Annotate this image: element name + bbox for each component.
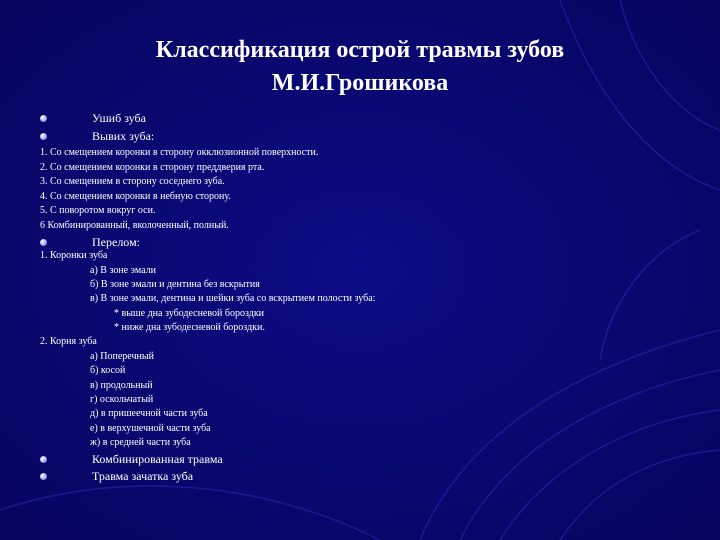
- crown-item: в) В зоне эмали, дентина и шейки зуба со вскрытием полости зуба:: [90, 293, 376, 304]
- crown-item: а) В зоне эмали: [90, 265, 156, 276]
- bullet-dislocation: Вывих зуба:: [92, 129, 155, 143]
- crown-subitem: * ниже дна зубодесневой бороздки.: [114, 322, 265, 333]
- root-item: в) продольный: [90, 380, 153, 391]
- bullet-icon: [40, 473, 47, 480]
- bullet-icon: [40, 456, 47, 463]
- slide-title-line1: Классификация острой травмы зубов: [155, 37, 565, 63]
- bullet-icon: [40, 133, 47, 140]
- bullet-combined-trauma: Комбинированная травма: [92, 452, 223, 466]
- root-item: а) Поперечный: [90, 351, 154, 362]
- crown-heading: 1. Коронки зуба: [40, 250, 108, 261]
- dislocation-item: 3. Со смещением в сторону соседнего зуба.: [40, 176, 225, 187]
- dislocation-item: 5. С поворотом вокруг оси.: [40, 205, 156, 216]
- dislocation-item: 4. Со смещением коронки в небную сторону.: [40, 191, 231, 202]
- slide-title-line2: М.И.Грошикова: [271, 70, 449, 96]
- root-item: ж) в средней части зуба: [90, 437, 191, 448]
- crown-item: б) В зоне эмали и дентина без вскрытия: [90, 279, 260, 290]
- dislocation-item: 1. Со смещением коронки в сторону окклюзионной поверхности.: [40, 147, 319, 158]
- root-item: д) в пришеечной части зуба: [90, 408, 208, 419]
- root-heading: 2. Корня зуба: [40, 336, 97, 347]
- dislocation-item: 6 Комбинированный, вколоченный, полный.: [40, 220, 229, 231]
- root-item: е) в верхушечной части зуба: [90, 423, 211, 434]
- bullet-fracture: Перелом:: [92, 235, 141, 249]
- bullet-icon: [40, 115, 47, 122]
- root-item: б) косой: [90, 365, 126, 376]
- root-item: г) оскольчатый: [90, 394, 154, 405]
- bullet-contusion: Ушиб зуба: [92, 111, 146, 125]
- bullet-icon: [40, 239, 47, 246]
- crown-subitem: * выше дна зубодесневой бороздки: [114, 308, 265, 319]
- dislocation-item: 2. Со смещением коронки в сторону преддверия рта.: [40, 162, 265, 173]
- bullet-tooth-germ-trauma: Травма зачатка зуба: [92, 469, 194, 483]
